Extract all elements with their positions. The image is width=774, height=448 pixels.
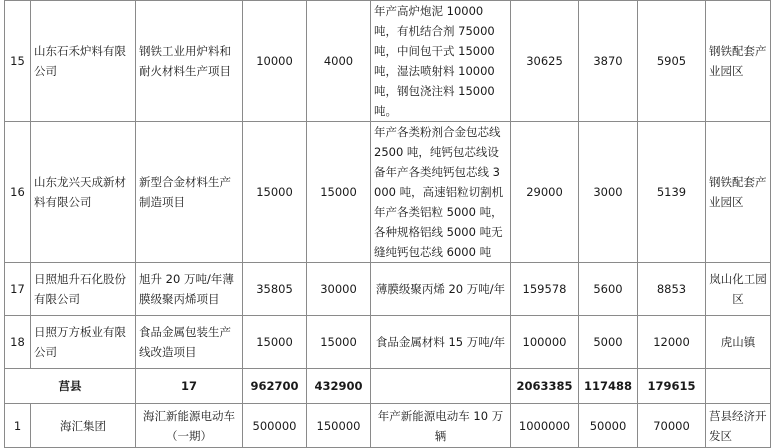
summary-row: [5, 369, 771, 404]
project-name: 钢铁工业用炉料和耐火材料生产项目: [136, 1, 243, 122]
value-1: 35805: [243, 263, 307, 316]
value-5: 179615: [638, 369, 706, 404]
location: [706, 369, 771, 404]
company-name: 日照万方板业有限公司: [31, 316, 136, 369]
location: 虎山镇: [706, 316, 771, 369]
project-name: 新型合金材料生产制造项目: [136, 122, 243, 263]
value-2: 15000: [307, 122, 371, 263]
value-3: 29000: [511, 122, 579, 263]
location: 钢铁配套产业园区: [706, 122, 771, 263]
value-4: 5600: [579, 263, 638, 316]
table-row: [5, 263, 771, 316]
value-2: 4000: [307, 1, 371, 122]
value-1: 15000: [243, 316, 307, 369]
value-2: 432900: [307, 369, 371, 404]
location: 钢铁配套产业园区: [706, 1, 771, 122]
table-row: [5, 122, 771, 263]
construction-content: 食品金属材料 15 万吨/年: [371, 316, 511, 369]
value-5: 70000: [638, 404, 706, 448]
value-4: 3000: [579, 122, 638, 263]
company-name: 山东龙兴天成新材料有限公司: [31, 122, 136, 263]
row-number: 17: [5, 263, 31, 316]
value-5: 5905: [638, 1, 706, 122]
project-name: 旭升 20 万吨/年薄膜级聚丙烯项目: [136, 263, 243, 316]
value-2: 30000: [307, 263, 371, 316]
company-name: 山东石禾炉料有限公司: [31, 1, 136, 122]
row-number: 18: [5, 316, 31, 369]
value-4: 50000: [579, 404, 638, 448]
value-1: 15000: [243, 122, 307, 263]
project-table: [4, 0, 771, 448]
location: 岚山化工园区: [706, 263, 771, 316]
value-3: 100000: [511, 316, 579, 369]
value-1: 962700: [243, 369, 307, 404]
row-number: 1: [5, 404, 31, 448]
value-2: 15000: [307, 316, 371, 369]
county-name: 莒县: [5, 369, 136, 404]
value-1: 10000: [243, 1, 307, 122]
value-3: 2063385: [511, 369, 579, 404]
table-row: [5, 316, 771, 369]
row-number: 16: [5, 122, 31, 263]
value-5: 8853: [638, 263, 706, 316]
company-name: 海汇集团: [31, 404, 136, 448]
project-name: 食品金属包装生产线改造项目: [136, 316, 243, 369]
value-4: 3870: [579, 1, 638, 122]
construction-content: 年产高炉炮泥 10000 吨，有机结合剂 75000 吨，中间包干式 15000 吨，湿法喷射料 10000 吨，钢包浇注料 15000 吨。: [371, 1, 511, 122]
value-1: 500000: [243, 404, 307, 448]
table-row: [5, 404, 771, 448]
value-4: 5000: [579, 316, 638, 369]
value-2: 150000: [307, 404, 371, 448]
construction-content: 年产各类粉剂合金包芯线 2500 吨，纯钙包芯线设备年产各类纯钙包芯线 3000 吨，高速铝粒切割机年产各类铝粒 5000 吨，各种规格铝线 5000 吨无缝纯钙包芯线 6000 吨: [371, 122, 511, 263]
value-5: 5139: [638, 122, 706, 263]
value-3: 159578: [511, 263, 579, 316]
location: 莒县经济开发区: [706, 404, 771, 448]
row-number: 15: [5, 1, 31, 122]
value-5: 12000: [638, 316, 706, 369]
value-4: 117488: [579, 369, 638, 404]
company-name: 日照旭升石化股份有限公司: [31, 263, 136, 316]
value-3: 30625: [511, 1, 579, 122]
table-row: [5, 1, 771, 122]
value-3: 1000000: [511, 404, 579, 448]
construction-content: [371, 369, 511, 404]
project-name: 海汇新能源电动车（一期）: [136, 404, 243, 448]
construction-content: 薄膜级聚丙烯 20 万吨/年: [371, 263, 511, 316]
project-count: 17: [136, 369, 243, 404]
construction-content: 年产新能源电动车 10 万辆: [371, 404, 511, 448]
